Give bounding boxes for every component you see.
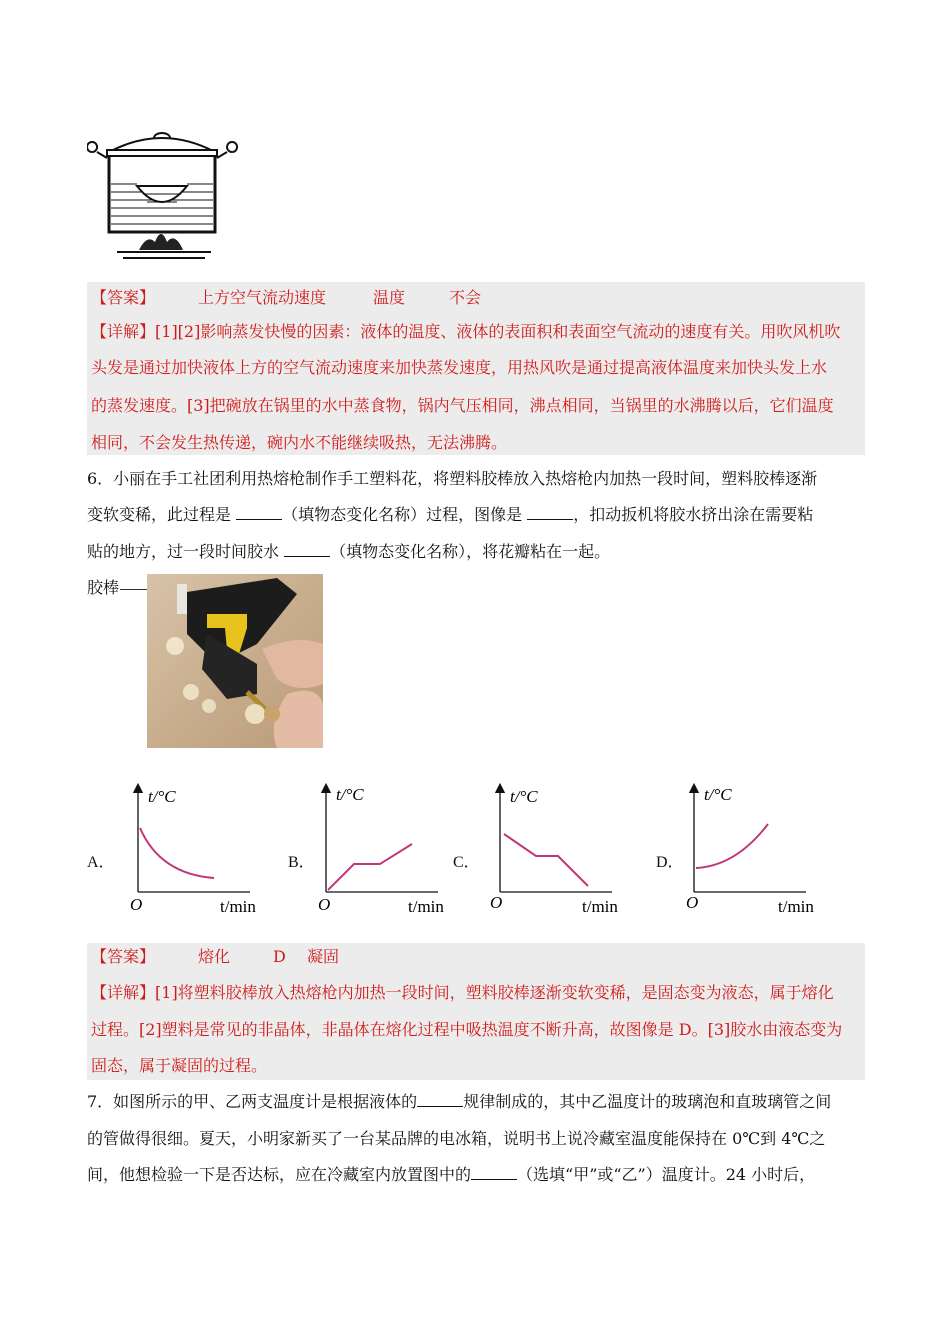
x-axis-label: t/min bbox=[408, 897, 444, 916]
answer-box-q5 bbox=[87, 282, 865, 455]
detail-line: 头发是通过加快液体上方的空气流动速度来加快蒸发速度，用热风吹是通过提高液体温度来加快头发上水 bbox=[91, 358, 828, 377]
graph-option-c bbox=[482, 782, 642, 922]
detail-line: [1][2]影响蒸发快慢的因素：液体的温度、液体的表面积和表面空气流动的速度有关。用吹风机吹 bbox=[155, 322, 841, 341]
graph-option-d bbox=[676, 782, 836, 922]
glue-gun-photo bbox=[147, 574, 323, 748]
answer-blank bbox=[236, 505, 282, 520]
answer-3: 不会 bbox=[449, 288, 482, 307]
answer-blank bbox=[471, 1165, 517, 1180]
origin-label: O bbox=[686, 893, 699, 912]
question-6-line: 变软变稀，此过程是 （填物态变化名称）过程，图像是 ，扣动扳机将胶水挤出涂在需要粘 bbox=[87, 505, 814, 524]
origin-label: O bbox=[318, 895, 331, 914]
question-7-line: 7．如图所示的甲、乙两支温度计是根据液体的 规律制成的，其中乙温度计的玻璃泡和直玻璃管之间 bbox=[87, 1092, 832, 1111]
origin-label: O bbox=[130, 895, 143, 914]
option-a-label: A． bbox=[87, 854, 115, 871]
detail-line: 过程。[2]塑料是常见的非晶体，非晶体在熔化过程中吸热温度不断升高，故图像是 D。[3]胶水由液态变为 bbox=[91, 1020, 843, 1039]
answer-box-q6 bbox=[87, 943, 865, 1080]
x-axis-label: t/min bbox=[582, 897, 618, 916]
answer-blank bbox=[417, 1092, 463, 1107]
detail-line: [1]将塑料胶棒放入热熔枪内加热一段时间，塑料胶棒逐渐变软变稀，是固态变为液态，属于熔化 bbox=[155, 983, 834, 1002]
answer-1: 上方空气流动速度 bbox=[198, 288, 327, 307]
photo-label: 胶棒 bbox=[87, 578, 120, 597]
y-axis-label: t/°C bbox=[510, 787, 538, 806]
x-axis-label: t/min bbox=[220, 897, 256, 916]
y-axis-label: t/°C bbox=[704, 785, 732, 804]
detail-line: 固态，属于凝固的过程。 bbox=[91, 1056, 268, 1075]
answer-blank bbox=[527, 505, 573, 520]
option-b-label: B． bbox=[288, 854, 315, 871]
question-6-line: 贴的地方，过一段时间胶水 （填物态变化名称），将花瓣粘在一起。 bbox=[87, 542, 611, 561]
x-axis-label: t/min bbox=[778, 897, 814, 916]
option-c-label: C． bbox=[453, 854, 480, 871]
answer-2: 温度 bbox=[373, 288, 406, 307]
question-6-line: 6．小丽在手工社团利用热熔枪制作手工塑料花，将塑料胶棒放入热熔枪内加热一段时间，塑料胶棒逐渐 bbox=[87, 469, 818, 488]
answer-1: 熔化 bbox=[198, 947, 231, 966]
graph-option-a bbox=[120, 782, 280, 922]
option-d-label: D． bbox=[656, 854, 684, 871]
answer-3: 凝固 bbox=[307, 947, 340, 966]
steaming-pot-diagram bbox=[87, 122, 247, 262]
question-7-line: 的管做得很细。夏天，小明家新买了一台某品牌的电冰箱，说明书上说冷藏室温度能保持在 0℃到 4℃之 bbox=[87, 1129, 826, 1148]
detail-tag: 【详解】 bbox=[91, 983, 156, 1002]
answer-blank bbox=[284, 542, 330, 557]
answer-tag: 【答案】 bbox=[91, 288, 156, 307]
graph-option-b bbox=[308, 782, 468, 922]
origin-label: O bbox=[490, 893, 503, 912]
answer-2: D bbox=[273, 947, 286, 966]
y-axis-label: t/°C bbox=[336, 785, 364, 804]
y-axis-label: t/°C bbox=[148, 787, 176, 806]
answer-tag: 【答案】 bbox=[91, 947, 156, 966]
detail-tag: 【详解】 bbox=[91, 322, 156, 341]
detail-line: 的蒸发速度。[3]把碗放在锅里的水中蒸食物，锅内气压相同，沸点相同，当锅里的水沸腾以后，它们温度 bbox=[91, 396, 834, 415]
question-7-line: 间，他想检验一下是否达标，应在冷藏室内放置图中的 （选填“甲”或“乙”）温度计。24 小时后， bbox=[87, 1165, 816, 1184]
svg-text:t/°C bbox=[148, 787, 176, 806]
detail-line: 相同，不会发生热传递，碗内水不能继续吸热，无法沸腾。 bbox=[91, 433, 508, 452]
